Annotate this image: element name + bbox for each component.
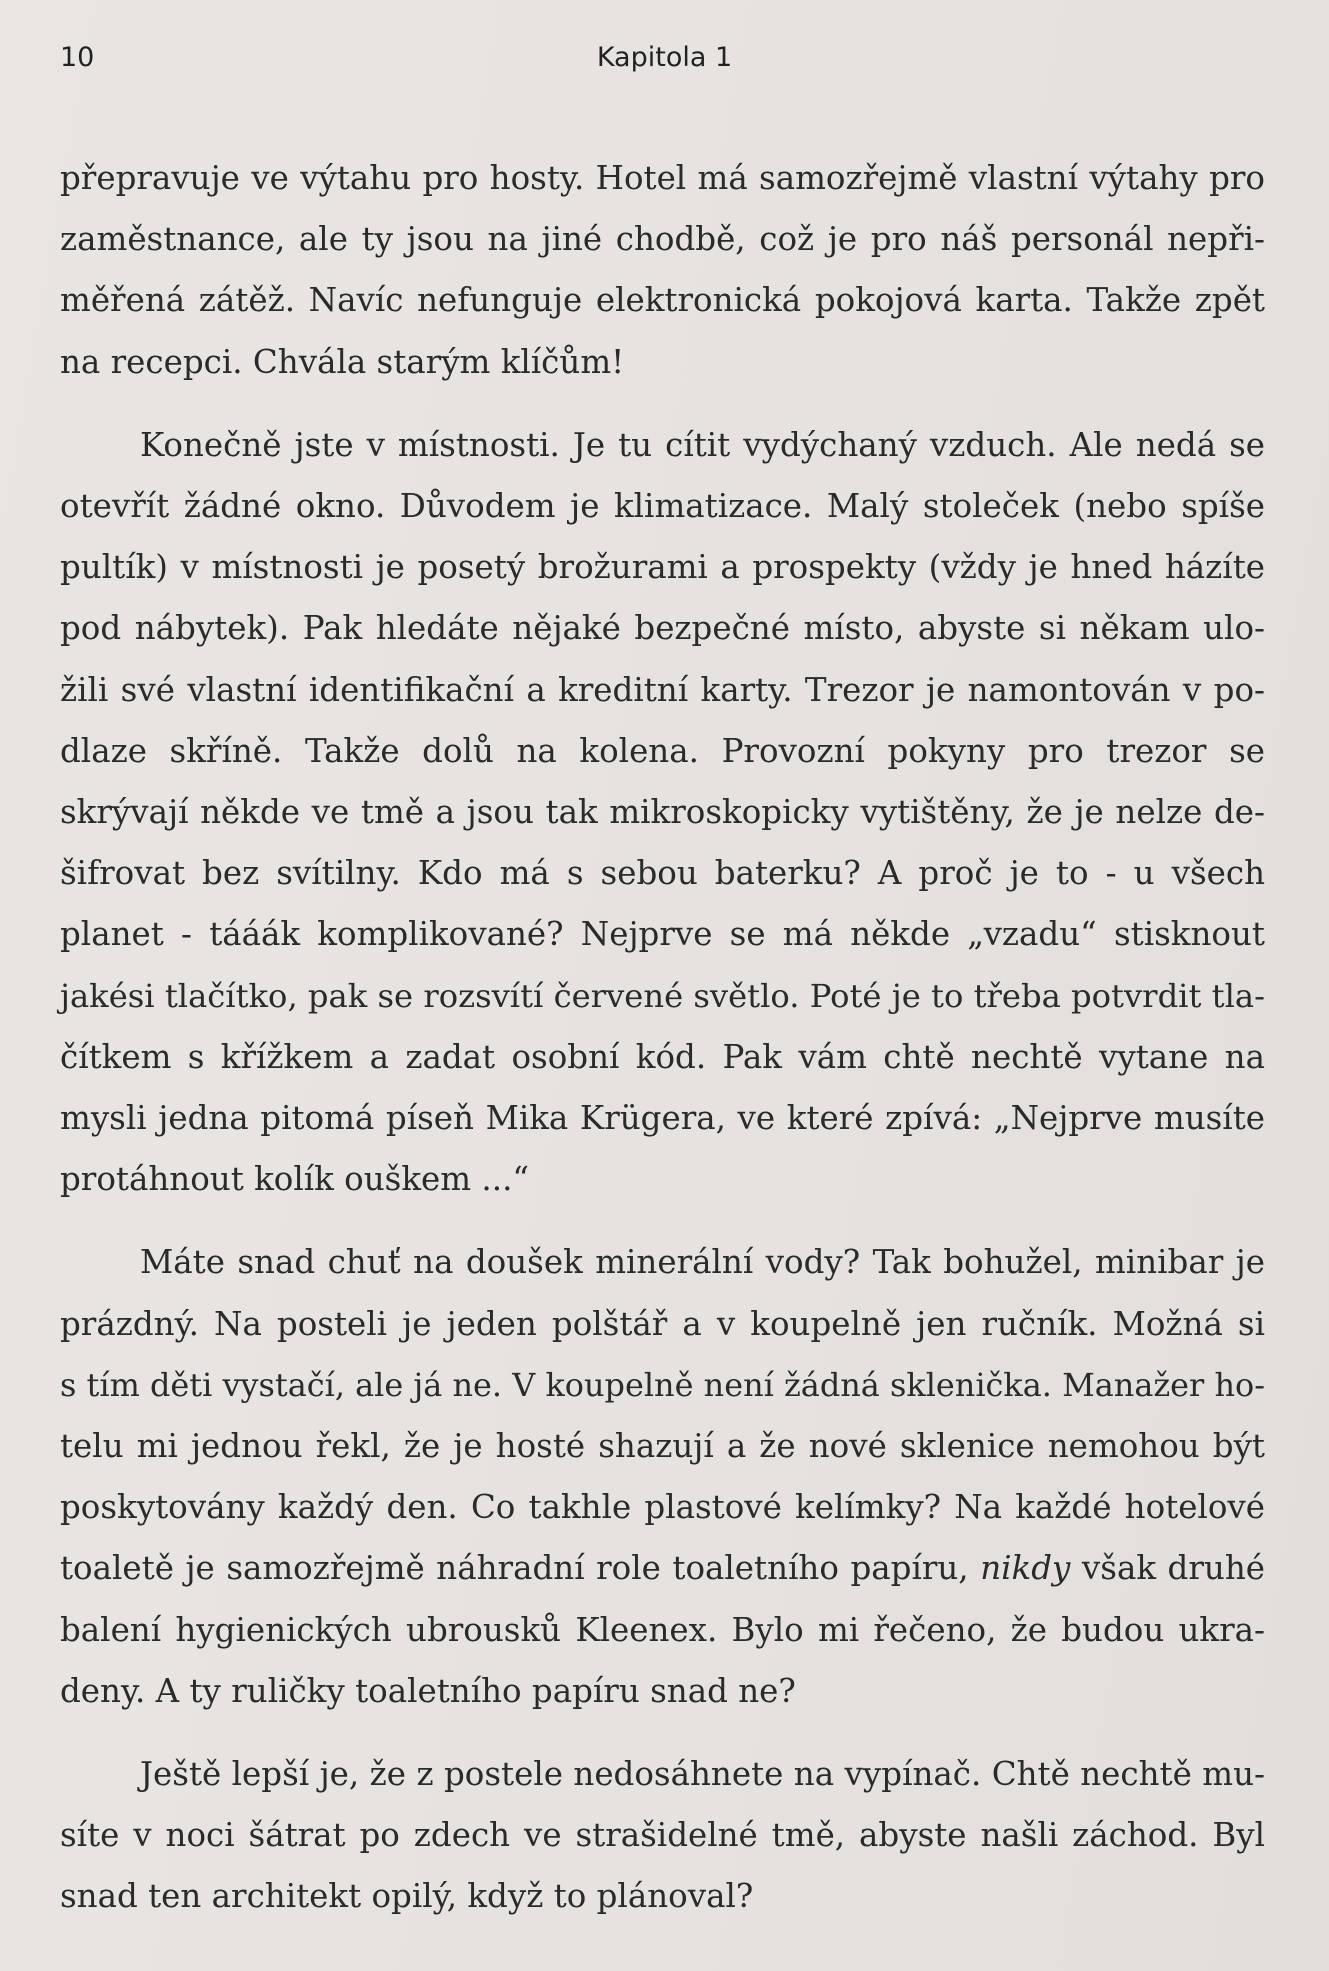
text-line: planet - tááák komplikované? Nejprve se má někde „vzadu“ stisknout xyxy=(60,915,1265,954)
text-line: mysli jedna pitomá píseň Mika Krügera, ve které zpívá: „Nejprve musíte xyxy=(60,1099,1265,1138)
text-segment: však druhé xyxy=(1070,1549,1265,1588)
text-line: protáhnout kolík ouškem ...“ xyxy=(60,1160,530,1199)
text-line: prázdný. Na posteli je jeden polštář a v koupelně jen ručník. Možná si xyxy=(60,1304,1265,1343)
text-line: zaměstnance, ale ty jsou na jiné chodbě, což je pro náš personál nepři- xyxy=(60,220,1265,259)
text-line: čítkem s křížkem a zadat osobní kód. Pak vám chtě nechtě vytane na xyxy=(60,1037,1265,1076)
paragraph-3 xyxy=(60,1232,1265,1722)
paragraph-2 xyxy=(60,415,1265,1211)
text-line: dlaze skříně. Takže dolů na kolena. Provozní pokyny pro trezor se xyxy=(60,731,1265,770)
text-line: jakési tlačítko, pak se rozsvítí červené světlo. Poté je to třeba potvrdit tla- xyxy=(60,976,1265,1015)
text-line: deny. A ty ruličky toaletního papíru snad ne? xyxy=(60,1671,796,1710)
body-text xyxy=(60,148,1265,1950)
text-line: šifrovat bez svítilny. Kdo má s sebou baterku? A proč je to - u všech xyxy=(60,854,1265,893)
running-head xyxy=(0,42,1329,82)
text-line: síte v noci šátrat po zdech ve strašidelné tmě, abyste našli záchod. Byl xyxy=(60,1816,1265,1855)
text-line: Konečně jste v místnosti. Je tu cítit vydýchaný vzduch. Ale nedá se xyxy=(140,425,1265,464)
emphasized-word: nikdy xyxy=(980,1549,1071,1588)
text-line: žili své vlastní identifikační a kreditní karty. Trezor je namontován v po- xyxy=(60,670,1265,709)
text-line: s tím děti vystačí, ale já ne. V koupelně není žádná sklenička. Manažer ho- xyxy=(60,1365,1265,1404)
text-line: snad ten architekt opilý, když to plánoval? xyxy=(60,1877,754,1916)
text-line: pod nábytek). Pak hledáte nějaké bezpečné místo, abyste si někam ulo- xyxy=(60,609,1265,648)
paragraph-4 xyxy=(60,1744,1265,1928)
text-line: na recepci. Chvála starým klíčům! xyxy=(60,342,625,381)
text-line: měřená zátěž. Navíc nefunguje elektronická pokojová karta. Takže zpět xyxy=(60,281,1265,320)
text-line: otevřít žádné okno. Důvodem je klimatizace. Malý stoleček (nebo spíše xyxy=(60,487,1265,526)
text-line: skrývají někde ve tmě a jsou tak mikroskopicky vytištěny, že je nelze de- xyxy=(60,793,1265,832)
paragraph-1 xyxy=(60,148,1265,393)
text-line: poskytovány každý den. Co takhle plastové kelímky? Na každé hotelové xyxy=(60,1488,1265,1527)
text-line: Ještě lepší je, že z postele nedosáhnete na vypínač. Chtě nechtě mu- xyxy=(140,1755,1265,1794)
text-line: Máte snad chuť na doušek minerální vody? Tak bohužel, minibar je xyxy=(140,1243,1265,1282)
text-line: pultík) v místnosti je posetý brožurami a prospekty (vždy je hned házíte xyxy=(60,548,1265,587)
text-line: přepravuje ve výtahu pro hosty. Hotel má samozřejmě vlastní výtahy pro xyxy=(60,159,1265,197)
text-line: balení hygienických ubrousků Kleenex. Bylo mi řečeno, že budou ukra- xyxy=(60,1610,1265,1649)
text-segment: toaletě je samozřejmě náhradní role toaletního papíru, xyxy=(60,1549,981,1588)
chapter-title: Kapitola 1 xyxy=(596,42,733,73)
text-line-with-emphasis xyxy=(60,1538,1265,1599)
text-line: telu mi jednou řekl, že je hosté shazují a že nové sklenice nemohou být xyxy=(60,1427,1265,1466)
page-number: 10 xyxy=(60,42,95,73)
